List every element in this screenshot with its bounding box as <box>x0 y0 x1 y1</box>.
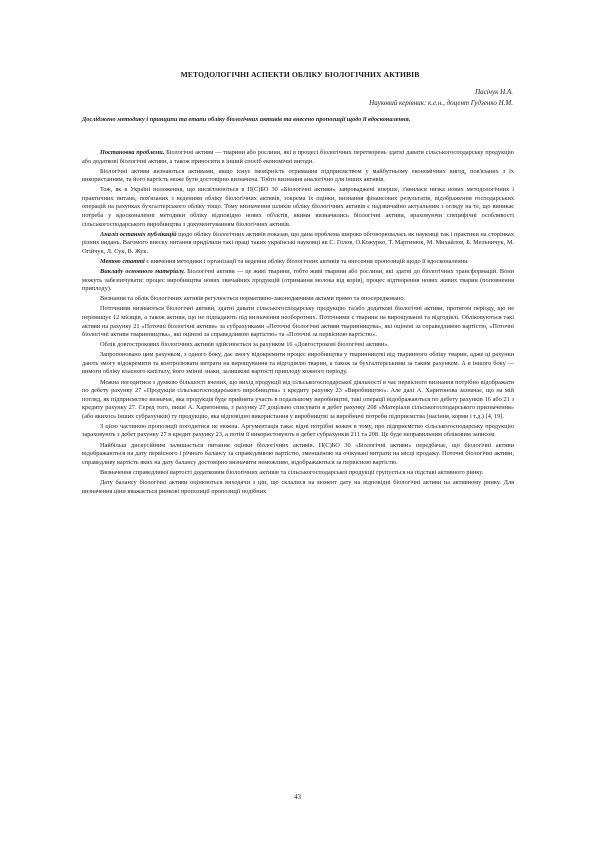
paragraph: Запропоновано цим рахунком, з одного боку, дає змогу відокремити процес виробництва у тваринництві від тваринного обліку тварин, адже ці рахунки дають змогу відокремити та контролювати витрати на вирощування та відгодівлю тварин, а також за бухгалтерськими за таким рахунком. А в іншого боку — вимоги обліку власного капіталу, його змінні знаки, залишкові вартості приплоду кожного періоду. <box>82 351 514 376</box>
supervisor-line: Науковий керівник: к.е.н., доцент Гудзенко Н.М. <box>369 99 513 107</box>
paragraph: Біологічні активи визнаються активами, якщо існує імовірність отримання підприємством у майбутньому економічних вигод, пов'язаних з їх використанням, та його вартість може бути достовірно визначена. Тобто визнання аналогічно для інших активів. <box>82 167 514 184</box>
paper-title: МЕТОДОЛОГІЧНІ АСПЕКТИ ОБЛІКУ БІОЛОГІЧНИХ АКТИВІВ <box>180 70 420 79</box>
paragraph: Постановка проблеми. Біологічні активи — тварини або рослини, які в процесі біологічних перетворень здатні давати сільськогосподарську продукцію або додаткові біологічні активи, а також приносити в інший спосіб економічні вигоди. <box>82 149 514 165</box>
paragraph: Облік довгострокових біологічних активів здійснюється за рахунком 16 «Довгострокові біологічні активи». <box>100 341 389 349</box>
page-number: 43 <box>294 793 301 801</box>
paragraph: З цією частиною пропозиції погодитися не можна. Аргументація така: відні потрібні кожен в тому, про підприємство сільськогосподарську продукцію зараховують з дебет рахунку 27 в кредит рахунку 23, а потім її використовують в дебет субрахунків 211 та 208. Це буде неправильним обліковим записом. <box>82 422 514 439</box>
author-line: Пасічук Н.А. <box>475 88 513 96</box>
body-text <box>82 149 514 498</box>
paragraph: Тож, як в Україні положення, що висвітлюються в П(С)БО 30 «Біологічні активи» запроваджені впершe, з'явилася низка нових методологічних і практичних питань, пов'язаних з веденням обліку біологічних активів, зокрема їх оцінки, визнання фінансових результатів, відображення господарських операцій на рахунках бухгалтерського обліку тощо. Тому визначення шляхів обліку біологічних активів є надзвичайно актуальним з огляду на те, що виникає потреба у вдосконаленні методики обліку відповідно нових об'єктів, якими визначились біологічні активи, враховуючи специфічні особливості сільськогосподарського виробництва з документуванням біологічних активів. <box>82 186 514 228</box>
paragraph: Поточними визнаються біологічні активи, здатні давати сільськогосподарську продукцію та/або додаткові біологічні активи, протягом періоду, що не перевищує 12 місяців, а також активи, що не підпадають під визначення необоротних. Поточними є тварини на вирощуванні та відгодівлі. Обліковуються такі активи на рахунку 21 «Поточні біологічні активи» за субрахунками «Поточні біологічні активи тваринництва», які оцінені за справедливою вартістю, «Поточні біологічні активи тваринництва», які оцінені за справедливою вартістю» та «Поточні за первісною вартістю». <box>82 305 514 339</box>
paragraph: Можна погодитися з думкою більшості вчених, що вихід продукції від сільськогосподарської діяльності в час первісного визнання потрібно відображати по дебету рахунку 27 «Продукція сільськогосподарського виробництва» з кредиту рахунку 23 «Виробництво». Але далі А. Харитонова зазначає, що на мій погляд, як підприємство визначає, яка продукція буде прийнята участь в подальшому виробництві, такі операції відображаються по дебету рахунків 16 або 21 з кредиту рахунку 27. Серед того, пише А. Харитонова, з рахунку 27 доцільно списувати в дебет рахунку 208 «Матеріали сільськогосподарського призначення» (або якихось інших субрахунків) ту продукцію, яка відповідно використання у виробництві за виробничі потреби підприємства (насіння, корми і т.д.) [4, 19]. <box>82 378 514 420</box>
paragraph: Викладу основного матеріалу. Біологічні активи — це живі тварини, тобто живі тварини або рослини, які здатні до біологічних трансформацій. Вони можуть забезпечувати: процес виробництва нових звичайних продукцій (отримання молока від корів), процес відтворення нових живих тварин (поповнення приплоду). <box>82 268 514 293</box>
paragraph: Визнання та облік біологічних активів регулюється нормативно-законодавчими актами прямо та опосередковано. <box>100 295 406 303</box>
abstract: Досліджено методику і принципи та етапи обліку біологічних активів та внесено пропозиції щодо її вдосконалення. <box>82 116 411 123</box>
paragraph: Дату балансу біологічні активи оцінюються виходячи з цін, що склалися на момент дату на відповідні біологічні активи на активному ринку. Для визначення ціни вважається ринкові пропозиції пропозиції подібних <box>82 479 514 495</box>
paragraph: Найбільш дискусійним залишається питання оцінки біологічних активів. П(С)БО 30 «Біологічні активи» передбачає, що біологічні активи відображаються на дату первісного і річного балансу за справедливою вартістю, зменшеною на очікувані витрати на місці продажу. Поточні біологічні активи, справедливу вартість яких на дату балансу достовірно визначити неможливо, відображаються за первісною вартістю. <box>82 441 514 466</box>
paragraph: Аналіз останніх публікацій щодо обліку біологічних активів показав, що дана проблема широко обговорювалась як науковці так і практики на сторінках різних видань. Вагомого внеску питання приділили такі праці таких українські науковці як С. Голов, О.Кожурко, Т. Мартинюк, М. Михайлов, Б. Мельничук, М. Огійчук, Л. Сук, В. Жук. <box>82 230 514 255</box>
paragraph: Визначення справедливої вартості додатковим біологічних активів та сільськогосподарської продукції групується на підставі активного ринку. <box>100 468 484 476</box>
paragraph: Метою статті є вивчення методики і організації та ведення обліку біологічних активів та внесення пропозицій щодо її вдосконалення. <box>100 257 469 265</box>
